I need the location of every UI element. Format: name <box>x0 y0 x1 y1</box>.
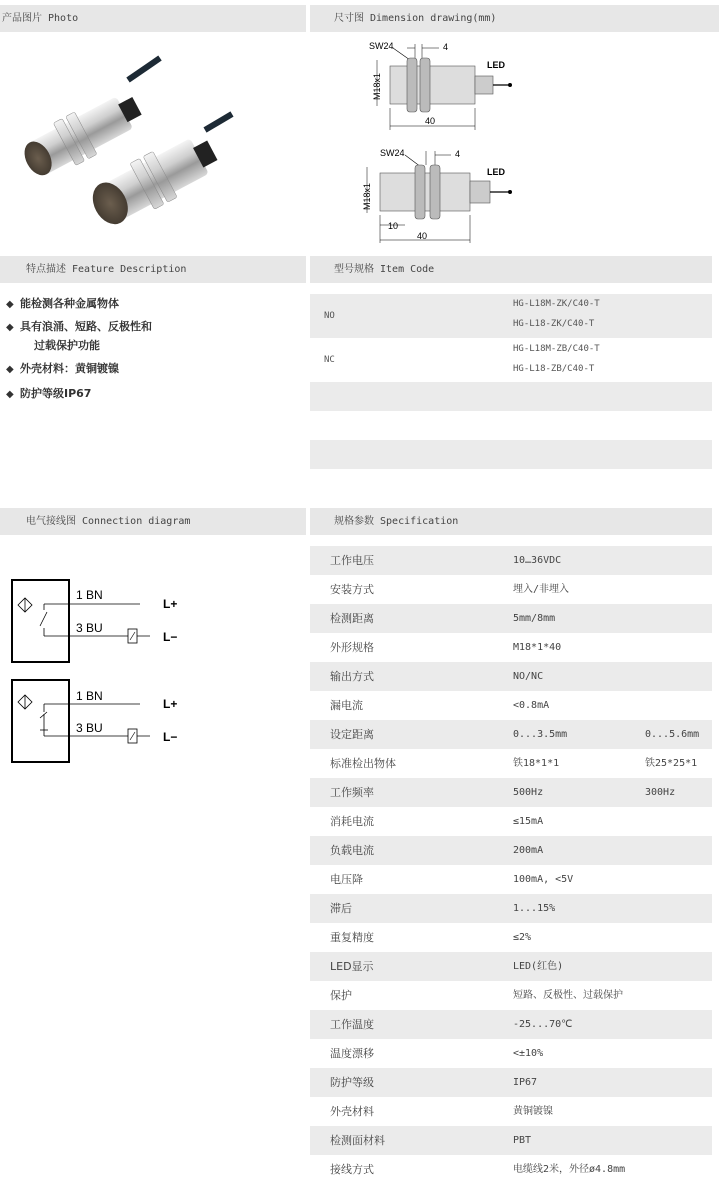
spec-key: 消耗电流 <box>330 815 374 828</box>
d1-length-label: 40 <box>425 116 436 126</box>
spec-key: 外形规格 <box>330 641 374 654</box>
spec-row <box>310 952 712 981</box>
d2-protrude-label: 10 <box>388 221 399 231</box>
spec-value: 埋入/非埋入 <box>513 584 570 595</box>
spec-value: NO/NC <box>513 671 544 682</box>
spec-value: 0...3.5mm <box>513 729 568 740</box>
item-row-empty-1 <box>310 382 712 411</box>
sensor-symbol-2-icon <box>18 695 32 709</box>
spec-key: 负载电流 <box>330 844 374 857</box>
spec-value: ≤2% <box>513 932 532 943</box>
feature-1: ◆ 能检测各种金属物体 <box>6 297 119 310</box>
spec-value: IP67 <box>513 1077 538 1088</box>
d1-sw-label: SW24 <box>369 41 394 51</box>
dimension-drawing-1 <box>355 38 535 138</box>
d1-wire-bu: 3 BU <box>76 621 103 635</box>
spec-value: M18*1*40 <box>513 642 562 653</box>
header-item-code: 型号规格 Item Code <box>310 256 712 283</box>
connection-diagram <box>0 570 200 770</box>
spec-row <box>310 981 712 1010</box>
dimension-drawing-2 <box>355 145 535 245</box>
spec-value: 200mA <box>513 845 544 856</box>
spec-value-alt: 0...5.6mm <box>645 729 700 740</box>
d2-led-label: LED <box>487 167 505 177</box>
spec-key: 设定距离 <box>330 728 374 741</box>
spec-key: LED显示 <box>330 960 374 973</box>
d1-minus: L− <box>163 630 178 644</box>
spec-key: 漏电流 <box>330 699 363 712</box>
spec-value: 100mA, <5V <box>513 874 574 885</box>
spec-key: 接线方式 <box>330 1163 374 1176</box>
spec-row <box>310 1126 712 1155</box>
spec-row <box>310 720 712 749</box>
spec-key: 重复精度 <box>330 931 374 944</box>
d2-wire-bu: 3 BU <box>76 721 103 735</box>
spec-value: <±10% <box>513 1048 544 1059</box>
d2-wire-bn: 1 BN <box>76 689 103 703</box>
spec-key: 输出方式 <box>330 670 374 683</box>
spec-row <box>310 1068 712 1097</box>
spec-value: 10…36VDC <box>513 555 562 566</box>
d1-thread-label: M18x1 <box>372 72 382 100</box>
spec-value: PBT <box>513 1135 532 1146</box>
spec-row <box>310 778 712 807</box>
spec-key: 安装方式 <box>330 583 374 596</box>
spec-key: 检测距离 <box>330 612 374 625</box>
spec-key: 标准检出物体 <box>330 757 396 770</box>
spec-key: 外壳材料 <box>330 1105 374 1118</box>
spec-key: 工作温度 <box>330 1018 374 1031</box>
spec-row <box>310 1010 712 1039</box>
spec-key: 检测面材料 <box>330 1134 385 1147</box>
spec-row <box>310 633 712 662</box>
spec-value: -25...70℃ <box>513 1019 573 1030</box>
spec-row <box>310 546 712 575</box>
d1-gap-label: 4 <box>443 42 449 52</box>
spec-key: 电压降 <box>330 873 363 886</box>
header-features: 特点描述 Feature Description <box>0 256 306 283</box>
header-dimension: 尺寸图 Dimension drawing(mm) <box>310 5 719 32</box>
d2-length-label: 40 <box>417 231 428 241</box>
sensor-symbol-1-icon <box>18 598 32 612</box>
spec-value: ≤15mA <box>513 816 544 827</box>
spec-row <box>310 749 712 778</box>
spec-key: 滞后 <box>330 902 352 915</box>
spec-value: LED(红色) <box>513 961 564 972</box>
item-row-empty-2 <box>310 411 712 440</box>
spec-value: 电缆线2米，外径ø4.8mm <box>513 1164 626 1175</box>
spec-row <box>310 923 712 952</box>
spec-value-alt: 300Hz <box>645 787 676 798</box>
spec-row <box>310 807 712 836</box>
d2-minus: L− <box>163 730 178 744</box>
d2-thread-label: M18x1 <box>362 182 372 210</box>
spec-row <box>310 1097 712 1126</box>
feature-4: ◆ 防护等级IP67 <box>6 387 92 400</box>
spec-value: 1...15% <box>513 903 556 914</box>
feature-2-cont: 过载保护功能 <box>34 339 100 352</box>
d1-plus: L+ <box>163 597 178 611</box>
spec-row <box>310 575 712 604</box>
spec-row <box>310 1039 712 1068</box>
spec-row <box>310 1155 712 1184</box>
spec-value-alt: 铁25*25*1 <box>645 758 698 769</box>
spec-value: 5mm/8mm <box>513 613 556 624</box>
spec-row <box>310 662 712 691</box>
item-row-no: NO HG-L18M-ZK/C40-T HG-L18-ZK/C40-T <box>310 294 712 338</box>
spec-row <box>310 691 712 720</box>
spec-row <box>310 894 712 923</box>
spec-key: 防护等级 <box>330 1076 374 1089</box>
header-photo: 产品图片 Photo <box>0 5 306 32</box>
spec-key: 工作频率 <box>330 786 374 799</box>
header-specification: 规格参数 Specification <box>310 508 712 535</box>
spec-value: <0.8mA <box>513 700 550 711</box>
spec-key: 温度漂移 <box>330 1047 374 1060</box>
header-connection: 电气接线图 Connection diagram <box>0 508 306 535</box>
spec-value: 黄铜镀镍 <box>513 1106 553 1117</box>
spec-key: 保护 <box>330 989 352 1002</box>
spec-value: 铁18*1*1 <box>513 758 560 769</box>
d2-plus: L+ <box>163 697 178 711</box>
spec-row <box>310 604 712 633</box>
spec-key: 工作电压 <box>330 554 374 567</box>
feature-3: ◆ 外壳材料：黄铜镀镍 <box>6 362 119 375</box>
item-row-empty-3 <box>310 440 712 469</box>
spec-row <box>310 865 712 894</box>
d1-wire-bn: 1 BN <box>76 588 103 602</box>
d2-gap-label: 4 <box>455 149 461 159</box>
product-photo <box>0 40 300 250</box>
spec-value: 短路、反极性、过载保护 <box>513 990 623 1001</box>
item-row-nc: NC HG-L18M-ZB/C40-T HG-L18-ZB/C40-T <box>324 344 600 374</box>
d2-sw-label: SW24 <box>380 148 405 158</box>
feature-2: ◆ 具有浪涌、短路、反极性和 <box>6 320 152 333</box>
d1-led-label: LED <box>487 60 505 70</box>
spec-value: 500Hz <box>513 787 544 798</box>
spec-row <box>310 836 712 865</box>
